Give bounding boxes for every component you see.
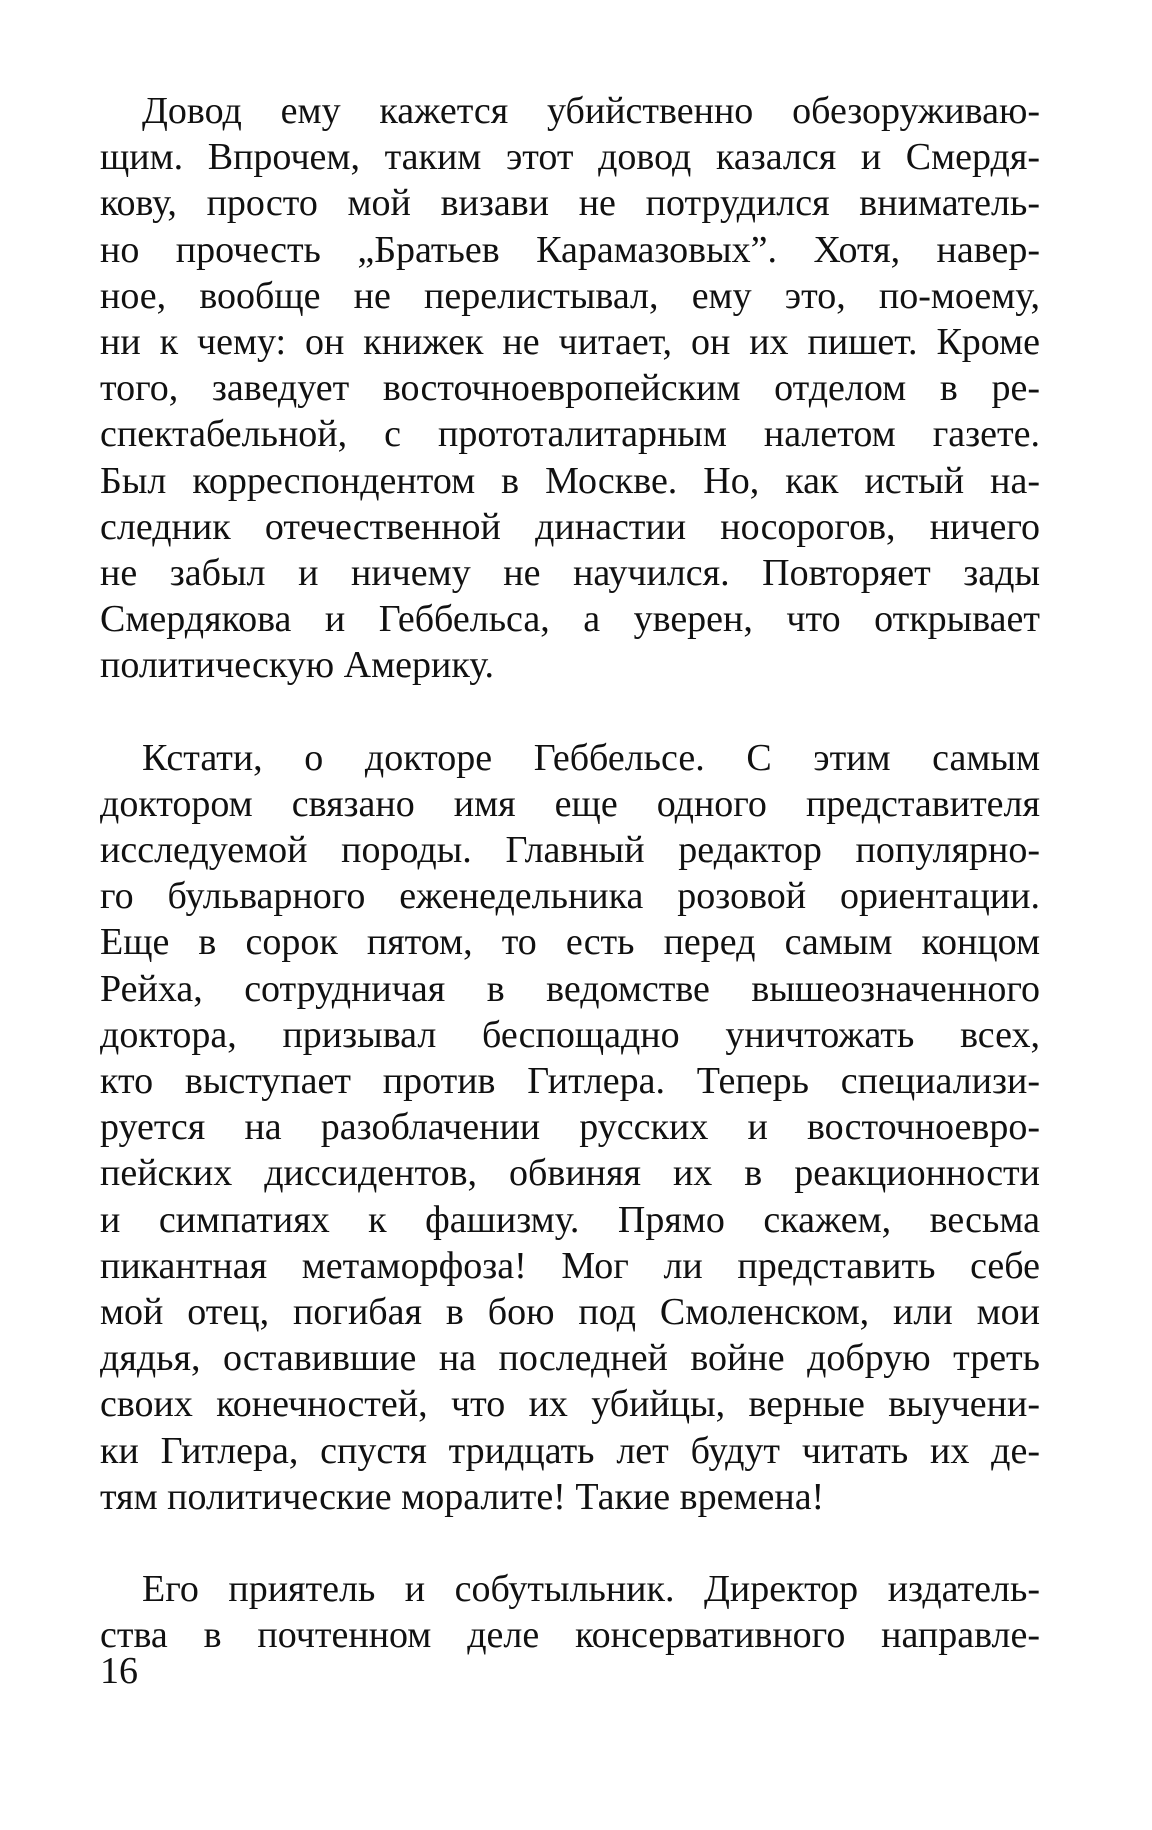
- text-line: Смердякова и Геббельса, а уверен, что открывает: [100, 598, 1040, 641]
- page-body: [100, 88, 1040, 1659]
- text-line: доктора, призывал беспощадно уничтожать всех,: [100, 1013, 1040, 1056]
- text-line: спектабельной, с прототалитарным налетом газете.: [100, 413, 1040, 456]
- text-line: го бульварного еженедельника розовой ориентации.: [100, 875, 1040, 918]
- text-line: Был корреспондентом в Москве. Но, как истый на-: [100, 459, 1040, 502]
- text-line: дядья, оставившие на последней войне добрую треть: [100, 1337, 1040, 1380]
- text-line: Еще в сорок пятом, то есть перед самым концом: [100, 921, 1040, 964]
- text-line: того, заведует восточноевропейским отделом в ре-: [100, 367, 1040, 410]
- text-line: руется на разоблачении русских и восточноевро-: [100, 1106, 1040, 1149]
- text-line: мой отец, погибая в бою под Смоленском, или мои: [100, 1291, 1040, 1334]
- text-line: доктором связано имя еще одного представителя: [100, 782, 1040, 825]
- text-line: пейских диссидентов, обвиняя их в реакционности: [100, 1152, 1040, 1195]
- text-line: ки Гитлера, спустя тридцать лет будут читать их де-: [100, 1429, 1040, 1472]
- text-line: следник отечественной династии носорогов, ничего: [100, 505, 1040, 548]
- text-line: и симпатиях к фашизму. Прямо скажем, весьма: [100, 1198, 1040, 1241]
- text-line: политическую Америку.: [100, 644, 494, 687]
- page-number: 16: [100, 1650, 138, 1692]
- text-line: ни к чему: он книжек не читает, он их пишет. Кроме: [100, 321, 1040, 364]
- text-line: Кстати, о докторе Геббельсе. С этим самым: [142, 736, 1040, 779]
- paragraph: [100, 1566, 1040, 1658]
- text-line: кову, просто мой визави не потрудился вниматель-: [100, 182, 1040, 225]
- text-line: исследуемой породы. Главный редактор популярно-: [100, 829, 1040, 872]
- text-line: Его приятель и собутыльник. Директор издатель-: [142, 1568, 1040, 1611]
- text-line: не забыл и ничему не научился. Повторяет зады: [100, 552, 1040, 595]
- paragraph-gap: [100, 1520, 1040, 1566]
- text-line: своих конечностей, что их убийцы, верные выучени-: [100, 1383, 1040, 1426]
- text-line: ства в почтенном деле консервативного направле-: [100, 1614, 1040, 1657]
- text-line: пикантная метаморфоза! Мог ли представить себе: [100, 1244, 1040, 1287]
- text-line: кто выступает против Гитлера. Теперь специализи-: [100, 1060, 1040, 1103]
- text-line: но прочесть „Братьев Карамазовых”. Хотя, навер-: [100, 228, 1040, 271]
- paragraph: [100, 88, 1040, 689]
- text-line: Рейха, сотрудничая в ведомстве вышеозначенного: [100, 967, 1040, 1010]
- text-block: [100, 88, 1040, 1659]
- text-line: Довод ему кажется убийственно обезоруживаю-: [142, 90, 1040, 132]
- text-line: щим. Впрочем, таким этот довод казался и Смердя-: [100, 136, 1040, 179]
- text-line: ное, вообще не перелистывал, ему это, по-моему,: [100, 274, 1040, 317]
- paragraph: [100, 735, 1040, 1520]
- text-line: тям политические моралите! Такие времена!: [100, 1475, 825, 1518]
- paragraph-gap: [100, 689, 1040, 735]
